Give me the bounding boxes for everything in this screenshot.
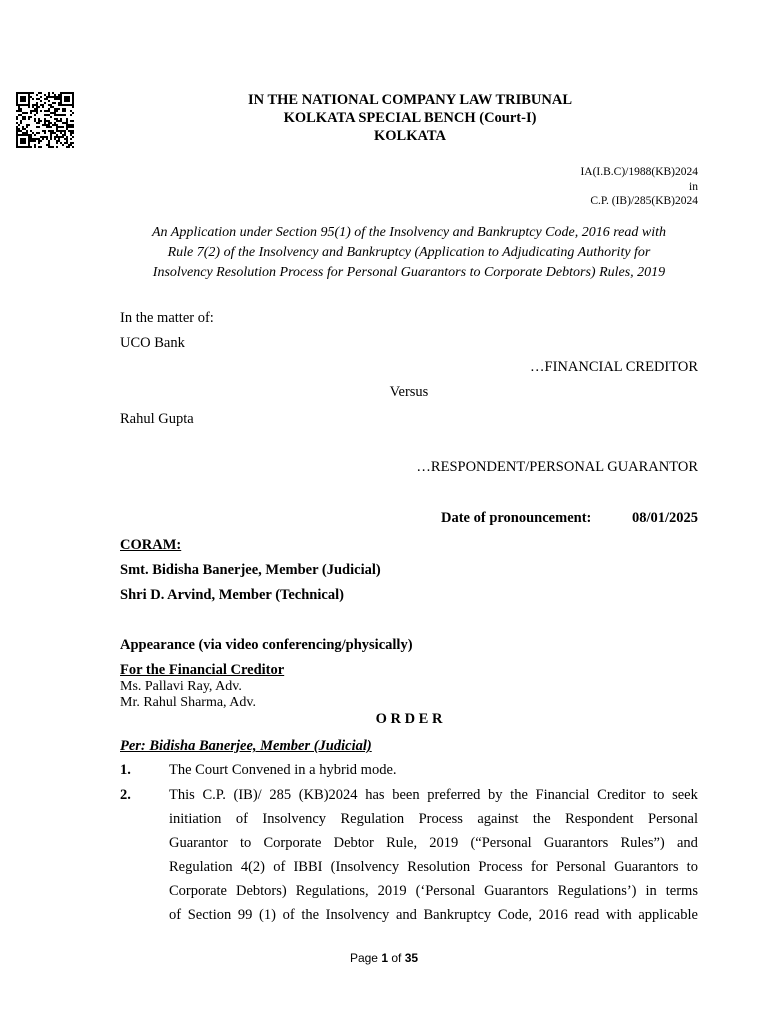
paragraph-line: Guarantor to Corporate Debtor Rule, 2019 (“Personal Guarantors Rules”) and: [169, 835, 698, 851]
financial-creditor-label: For the Financial Creditor: [120, 662, 285, 678]
paragraph-number: 2.: [120, 787, 131, 803]
versus-text: Versus: [389, 384, 429, 400]
ia-number: IA(I.B.C)/1988(KB)2024: [580, 166, 698, 178]
paragraph-2: [169, 783, 698, 927]
coram-label: CORAM:: [120, 537, 182, 553]
page-total: 35: [404, 951, 419, 965]
of-word: of: [391, 951, 402, 965]
paragraph-line: The Court Convened in a hybrid mode.: [169, 762, 397, 778]
page-indicator: [0, 951, 768, 965]
pronouncement-label: Date of pronouncement:: [441, 510, 592, 526]
ia-in-text: in: [689, 181, 698, 193]
creditor-role: …FINANCIAL CREDITOR: [530, 359, 698, 375]
paragraph-number: 1.: [120, 762, 131, 778]
order-title: O R D E R: [375, 711, 443, 727]
paragraph-line: of Section 99 (1) of the Insolvency and Bankruptcy Code, 2016 read with applicable: [169, 907, 698, 923]
respondent-role: …RESPONDENT/PERSONAL GUARANTOR: [416, 459, 698, 475]
paragraph-line: This C.P. (IB)/ 285 (KB)2024 has been preferred by the Financial Creditor to seek: [169, 787, 698, 803]
intro-line: Insolvency Resolution Process for Personal Guarantors to Corporate Debtors) Rules, 2019: [152, 265, 666, 280]
bench-location: KOLKATA: [374, 128, 446, 144]
coram-member: Smt. Bidisha Banerjee, Member (Judicial): [120, 562, 381, 578]
cp-number: C.P. (IB)/285(KB)2024: [590, 195, 698, 207]
page-word: Page: [349, 951, 378, 965]
page-number: 1: [381, 951, 388, 965]
court-name: IN THE NATIONAL COMPANY LAW TRIBUNAL: [247, 92, 573, 108]
creditor-name: UCO Bank: [120, 335, 185, 351]
paragraph-1: [169, 758, 698, 782]
paragraph-line: Corporate Debtors) Regulations, 2019 (‘Personal Guarantors Regulations’) in terms: [169, 883, 698, 899]
counsel-name: Mr. Rahul Sharma, Adv.: [120, 695, 256, 710]
intro-line: Rule 7(2) of the Insolvency and Bankruptcy (Application to Adjudicating Authority for: [167, 245, 651, 260]
paragraph-line: Regulation 4(2) of IBBI (Insolvency Resolution Process for Personal Guarantors to: [169, 859, 698, 875]
appearance-heading: Appearance (via video conferencing/physically): [120, 637, 413, 653]
application-description: [120, 223, 698, 283]
matter-label: In the matter of:: [120, 310, 214, 326]
qr-code-icon: [16, 92, 74, 148]
pronouncement-date: 08/01/2025: [631, 510, 698, 526]
coram-member: Shri D. Arvind, Member (Technical): [120, 587, 344, 603]
counsel-name: Ms. Pallavi Ray, Adv.: [120, 679, 242, 694]
paragraph-line: initiation of Insolvency Regulation Process against the Respondent Personal: [169, 811, 698, 827]
order-author: Per: Bidisha Banerjee, Member (Judicial): [120, 738, 372, 754]
bench-name: KOLKATA SPECIAL BENCH (Court-I): [283, 110, 537, 126]
respondent-name: Rahul Gupta: [120, 411, 194, 427]
intro-line: An Application under Section 95(1) of the Insolvency and Bankruptcy Code, 2016 read with: [151, 225, 666, 240]
